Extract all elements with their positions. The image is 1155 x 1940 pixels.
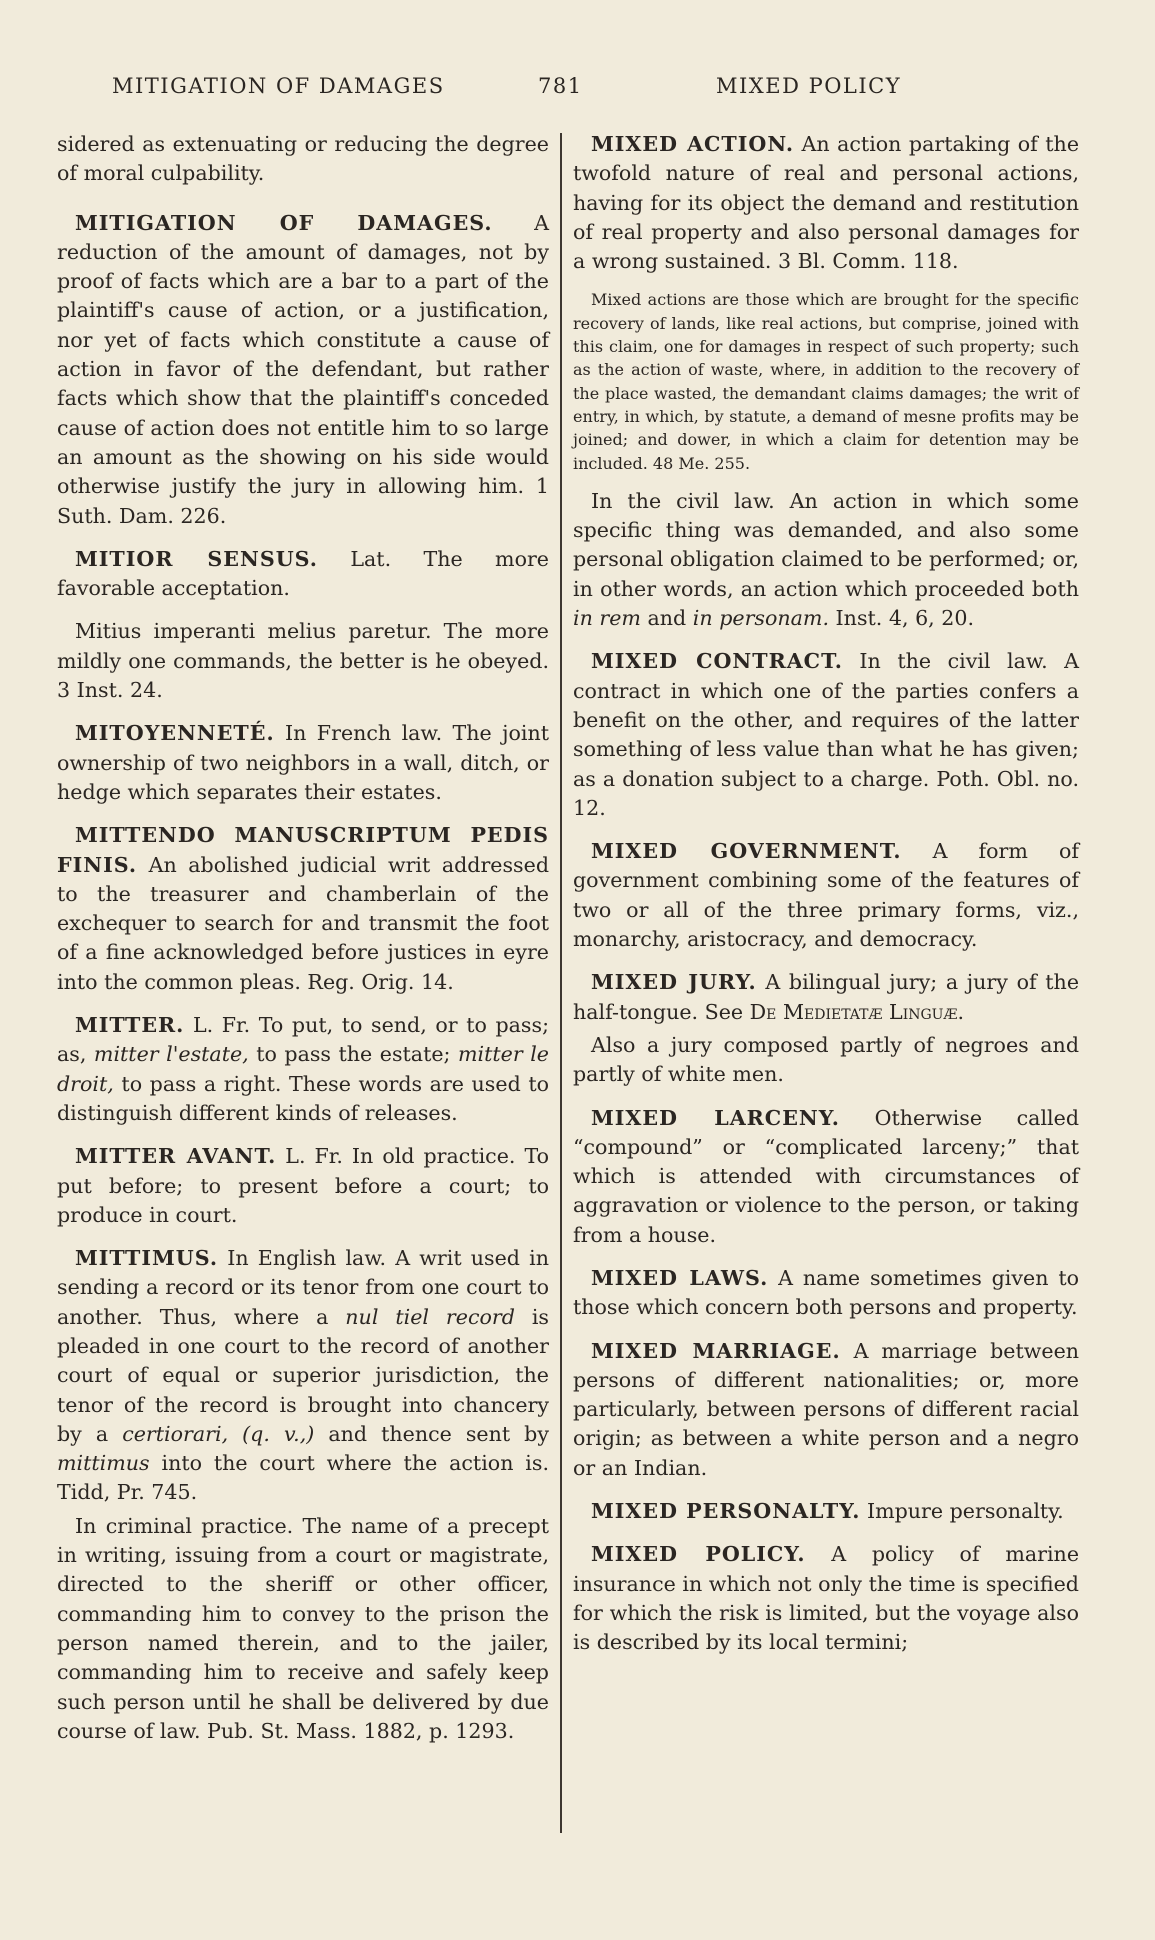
headword: MIXED LARCENY. xyxy=(591,1105,840,1130)
entry-mixed-policy: MIXED POLICY. A policy of marine insurance in which not only the time is specified for which the risk is limited, but the voyage also is described by its local termini; xyxy=(573,1542,1080,1655)
entry-mixed-jury-2: Also a jury composed partly of negroes and partly of white men. xyxy=(573,1032,1079,1087)
entry-mixed-government: MIXED GOVERNMENT. A form of government combining some of the features of two or all of the three primary forms, viz., monarchy, aristocracy, and democracy. xyxy=(573,839,1079,952)
entry-mitter-avant: MITTER AVANT. L. Fr. In old practice. To put before; to present before a court; to produce in court. xyxy=(57,1144,549,1227)
headword: MIXED POLICY. xyxy=(591,1542,806,1567)
entry-mixed-larceny: MIXED LARCENY. Otherwise called “compound” or “complicated larceny;” that which is attended with circumstances of aggravation or violence to the person, or taking from a house. xyxy=(573,1105,1079,1247)
entry-mixed-personalty: MIXED PERSONALTY. Impure personalty. xyxy=(591,1499,1064,1524)
entry-mixed-action-civil-law: In the civil law. An action in which some specific thing was demanded, and also some personal obligation claimed to be performed; or, in other words, an action which proceeded both in rem and in personam. Inst. 4, 6, 20. xyxy=(573,488,1079,631)
headword: MIXED PERSONALTY. xyxy=(591,1499,861,1524)
running-header xyxy=(0,74,1155,108)
entry-mitior-sensus: MITIOR SENSUS. Lat. The more favorable acceptation. xyxy=(57,546,549,601)
right-column xyxy=(573,130,1079,1672)
entry-mixed-action-note: Mixed actions are those which are brought for the specific recovery of lands, like real actions, but comprise, joined with this claim, one for damages in respect of such property; such as the action of waste, where, in addition to the recovery of the place wasted, the demandant claims damages; the writ of entry, in which, by statute, a demand of mesne profits may be joined; and dower, in which a claim for detention may be included. 48 Me. 255. xyxy=(573,290,1079,473)
headword: MIXED MARRIAGE. xyxy=(591,1338,841,1363)
column-divider xyxy=(560,133,562,1833)
header-left-guide-word: MITIGATION OF DAMAGES xyxy=(112,74,445,98)
headword: MITIOR SENSUS. xyxy=(75,546,318,571)
page-number: 781 xyxy=(538,74,583,98)
header-right-guide-word: MIXED POLICY xyxy=(716,74,902,98)
entry-mixed-jury: MIXED JURY. A bilingual jury; a jury of the half-tongue. See De Medietatæ Linguæ. xyxy=(573,970,1080,1024)
headword: MITTIMUS. xyxy=(75,1246,219,1271)
headword: MITTER AVANT. xyxy=(75,1144,277,1169)
entry-mittimus-criminal: In criminal practice. The name of a precept in writing, issuing from a court or magistrate, directed to the sheriff or other officer, commanding him to convey to the prison the person named therein, and to the jailer, commanding him to receive and safely keep such person until he shall be delivered by due course of law. Pub. St. Mass. 1882, p. 1293. xyxy=(57,1513,549,1743)
entry-mittendo-manuscriptum: MITTENDO MANUSCRIPTUM PEDIS FINIS. An abolished judicial writ addressed to the treasurer and chamberlain of the exchequer to search for and transmit the foot of a fine acknowledged before justices in eyre into the common pleas. Reg. Orig. 14. xyxy=(57,823,549,994)
cross-reference: De Medietatæ Linguæ. xyxy=(749,999,965,1024)
continued-entry: sidered as extenuating or reducing the degree of moral culpability. xyxy=(57,132,549,186)
headword: MIXED LAWS. xyxy=(591,1265,769,1290)
headword: MITIGATION OF DAMAGES. xyxy=(75,210,493,235)
entry-mittimus: MITTIMUS. In English law. A writ used in sending a record or its tenor from one court to another. Thus, where a nul tiel record is pleaded in one court to the record of another court of equal or superior jurisdiction, the tenor of the record is brought into chancery by a certiorari, (q. v.,) and thence sent by mittimus into the court where the action is. Tidd, Pr. 745. xyxy=(57,1246,550,1505)
headword: MIXED ACTION. xyxy=(591,132,795,156)
left-column xyxy=(57,130,549,1760)
headword: MIXED GOVERNMENT. xyxy=(591,839,902,864)
entry-mixed-laws: MIXED LAWS. A name sometimes given to those which concern both persons and property. xyxy=(573,1265,1079,1320)
entry-mitter: MITTER. L. Fr. To put, to send, or to pass; as, mitter l'estate, to pass the estate; mitter le droit, to pass a right. These words are used to distinguish different kinds of releases. xyxy=(57,1013,550,1125)
headword: MITTENDO MANUSCRIPTUM PEDIS FINIS. xyxy=(57,823,549,877)
entry-mitoyennete: MITOYENNETÉ. In French law. The joint ownership of two neighbors in a wall, ditch, or hedge which separates their estates. xyxy=(57,721,550,804)
entry-mixed-contract: MIXED CONTRACT. In the civil law. A contract in which one of the parties confers a benefit on the other, and requires of the latter something of less value than what he has given; as a donation subject to a charge. Poth. Obl. no. 12. xyxy=(573,649,1079,820)
entry-mixed-action: MIXED ACTION. An action partaking of the twofold nature of real and personal actions, having for its object the demand and restitution of real property and also personal damages for a wrong sustained. 3 Bl. Comm. 118. xyxy=(573,132,1080,274)
entry-mixed-marriage: MIXED MARRIAGE. A marriage between persons of different nationalities; or, more particularly, between persons of different racial origin; as between a white person and a negro or an Indian. xyxy=(573,1338,1080,1480)
entry-mitigation-of-damages: MITIGATION OF DAMAGES. A reduction of the amount of damages, not by proof of facts which are a bar to a part of the plaintiff's cause of action, or a justification, nor yet of facts which constitute a cause of action in favor of the defendant, but rather facts which show that the plaintiff's conceded cause of action does not entitle him to so large an amount as the showing on his side would otherwise justify the jury in allowing him. 1 Suth. Dam. 226. xyxy=(57,210,550,528)
entry-maxim-mitius: Mitius imperanti melius paretur. The more mildly one commands, the better is he obeyed. 3 Inst. 24. xyxy=(57,619,549,703)
headword: MITTER. xyxy=(75,1013,185,1038)
headword: MITOYENNETÉ. xyxy=(75,721,275,746)
headword: MIXED JURY. xyxy=(591,970,757,995)
headword: MIXED CONTRACT. xyxy=(591,649,843,674)
